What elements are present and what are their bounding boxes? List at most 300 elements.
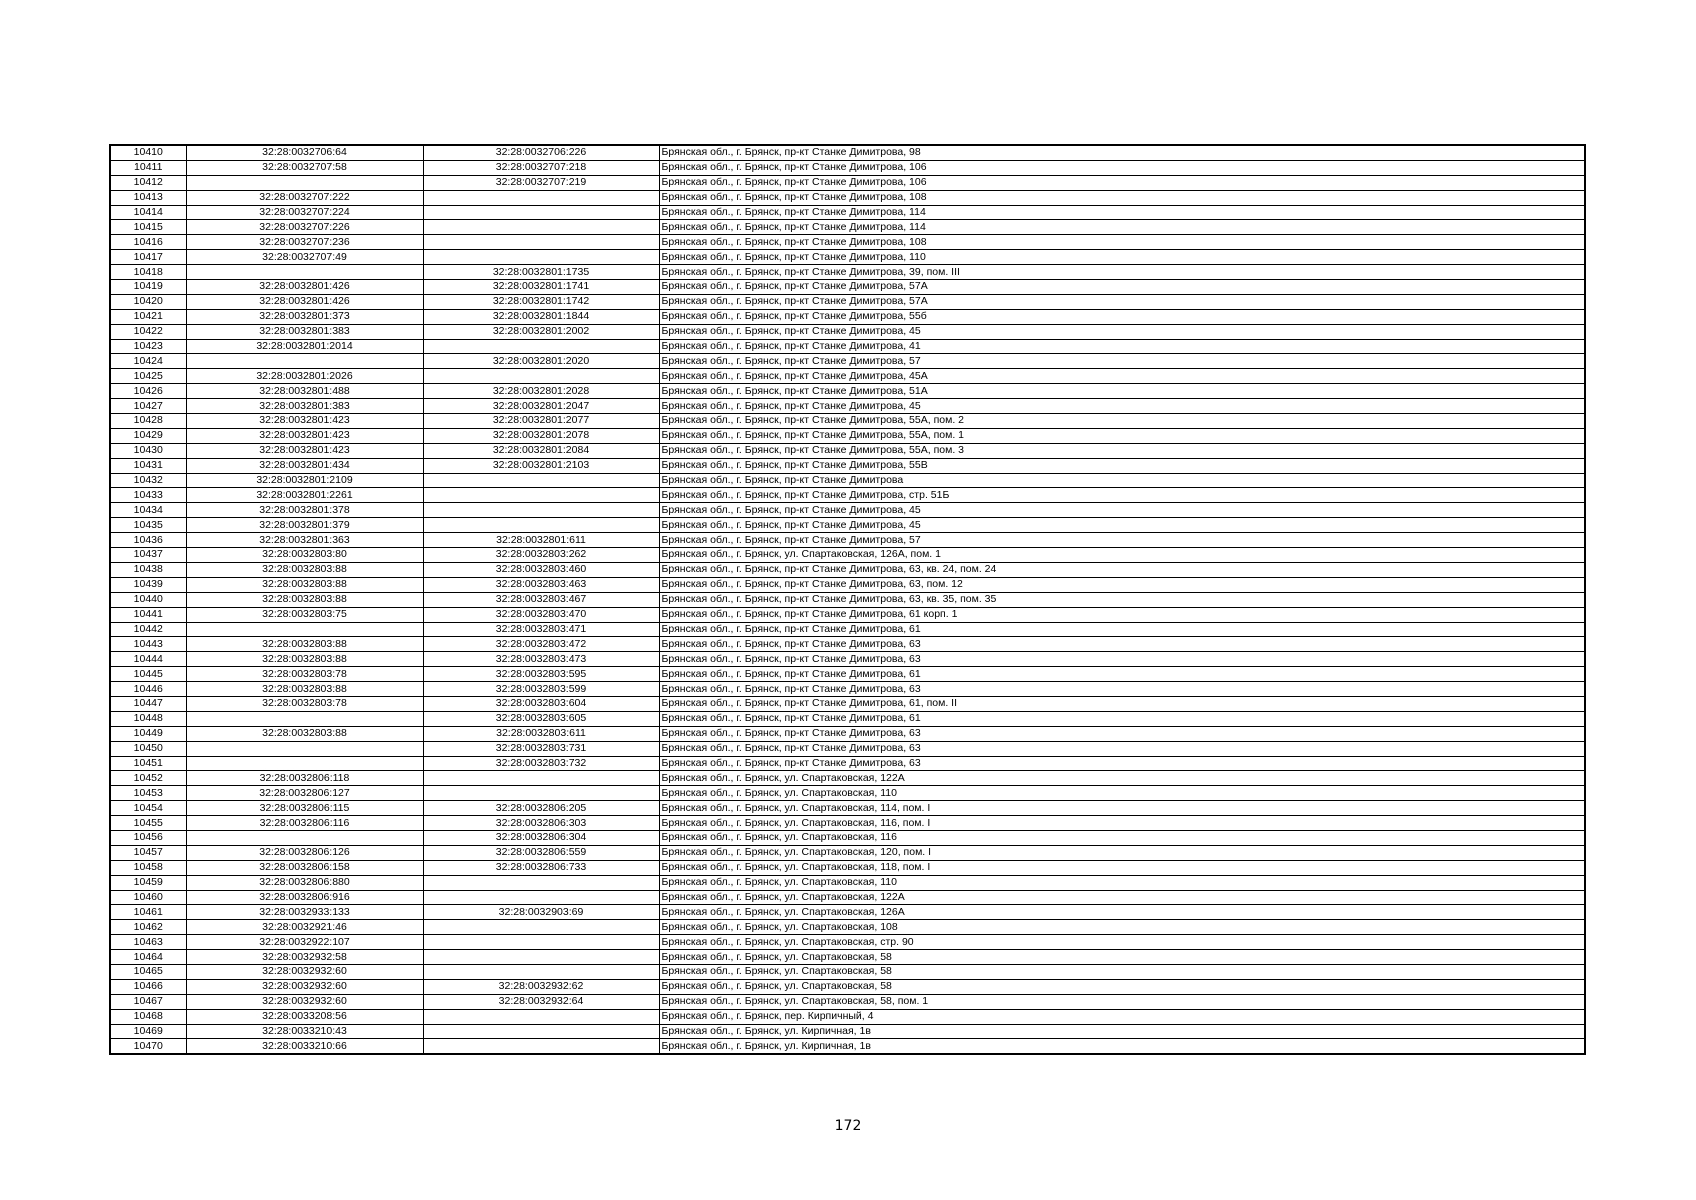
- table-row: [110, 414, 1585, 429]
- row-number-cell: 10455: [110, 816, 186, 831]
- cadastral-parcel-cell: [186, 354, 423, 369]
- cadastral-parcel-cell: 32:28:0033208:56: [186, 1009, 423, 1024]
- address-cell: Брянская обл., г. Брянск, пр-кт Станке Димитрова, 63, пом. 12: [659, 577, 1585, 592]
- cadastral-parcel-cell: 32:28:0032806:118: [186, 771, 423, 786]
- row-number-cell: 10444: [110, 652, 186, 667]
- address-cell: Брянская обл., г. Брянск, ул. Спартаковская, 118, пом. I: [659, 860, 1585, 875]
- address-cell: Брянская обл., г. Брянск, пр-кт Станке Димитрова, 110: [659, 250, 1585, 265]
- row-number-cell: 10439: [110, 577, 186, 592]
- row-number-cell: 10417: [110, 250, 186, 265]
- address-cell: Брянская обл., г. Брянск, пр-кт Станке Димитрова, 57: [659, 354, 1585, 369]
- cadastral-object-cell: [423, 875, 659, 890]
- cadastral-object-cell: [423, 935, 659, 950]
- table-row: [110, 756, 1585, 771]
- table-row: [110, 548, 1585, 563]
- table-row: [110, 160, 1585, 175]
- row-number-cell: 10465: [110, 964, 186, 979]
- address-cell: Брянская обл., г. Брянск, пр-кт Станке Димитрова, 98: [659, 145, 1585, 160]
- page-number: 172: [834, 1118, 862, 1134]
- cadastral-parcel-cell: 32:28:0032707:226: [186, 220, 423, 235]
- address-cell: Брянская обл., г. Брянск, пр-кт Станке Димитрова, 106: [659, 160, 1585, 175]
- row-number-cell: 10441: [110, 607, 186, 622]
- cadastral-parcel-cell: 32:28:0032806:916: [186, 890, 423, 905]
- cadastral-parcel-cell: 32:28:0032801:383: [186, 399, 423, 414]
- address-cell: Брянская обл., г. Брянск, пр-кт Станке Димитрова, 39, пом. III: [659, 265, 1585, 280]
- row-number-cell: 10447: [110, 696, 186, 711]
- row-number-cell: 10454: [110, 801, 186, 816]
- cadastral-parcel-cell: 32:28:0032803:88: [186, 682, 423, 697]
- row-number-cell: 10414: [110, 205, 186, 220]
- cadastral-parcel-cell: 32:28:0032801:2026: [186, 369, 423, 384]
- row-number-cell: 10448: [110, 711, 186, 726]
- cadastral-object-cell: [423, 1039, 659, 1054]
- cadastral-object-cell: 32:28:0032801:2028: [423, 384, 659, 399]
- cadastral-object-cell: 32:28:0032706:226: [423, 145, 659, 160]
- cadastral-parcel-cell: 32:28:0032801:379: [186, 518, 423, 533]
- cadastral-parcel-cell: 32:28:0032801:434: [186, 458, 423, 473]
- cadastral-object-cell: 32:28:0032903:69: [423, 905, 659, 920]
- address-cell: Брянская обл., г. Брянск, пр-кт Станке Димитрова, 63: [659, 756, 1585, 771]
- row-number-cell: 10442: [110, 622, 186, 637]
- cadastral-object-cell: [423, 473, 659, 488]
- row-number-cell: 10445: [110, 667, 186, 682]
- cadastral-parcel-cell: 32:28:0032803:88: [186, 577, 423, 592]
- table-row: [110, 845, 1585, 860]
- cadastral-object-cell: [423, 488, 659, 503]
- table-row: [110, 994, 1585, 1009]
- cadastral-parcel-cell: [186, 175, 423, 190]
- row-number-cell: 10422: [110, 324, 186, 339]
- row-number-cell: 10428: [110, 414, 186, 429]
- address-cell: Брянская обл., г. Брянск, ул. Спартаковская, 126А: [659, 905, 1585, 920]
- cadastral-parcel-cell: 32:28:0032707:49: [186, 250, 423, 265]
- table-row: [110, 637, 1585, 652]
- table-row: [110, 890, 1585, 905]
- cadastral-parcel-cell: 32:28:0032801:2109: [186, 473, 423, 488]
- row-number-cell: 10456: [110, 830, 186, 845]
- row-number-cell: 10426: [110, 384, 186, 399]
- address-cell: Брянская обл., г. Брянск, ул. Спартаковская, 58: [659, 950, 1585, 965]
- cadastral-object-cell: 32:28:0032801:1735: [423, 265, 659, 280]
- table-row: [110, 324, 1585, 339]
- address-cell: Брянская обл., г. Брянск, ул. Спартаковская, стр. 90: [659, 935, 1585, 950]
- row-number-cell: 10468: [110, 1009, 186, 1024]
- table-row: [110, 294, 1585, 309]
- cadastral-object-cell: 32:28:0032803:604: [423, 696, 659, 711]
- address-cell: Брянская обл., г. Брянск, ул. Спартаковская, 116: [659, 830, 1585, 845]
- address-cell: Брянская обл., г. Брянск, пр-кт Станке Димитрова, 55В: [659, 458, 1585, 473]
- table-row: [110, 205, 1585, 220]
- address-cell: Брянская обл., г. Брянск, пр-кт Станке Димитрова, 63: [659, 652, 1585, 667]
- table-row: [110, 741, 1585, 756]
- table-row: [110, 1009, 1585, 1024]
- cadastral-object-cell: 32:28:0032803:262: [423, 548, 659, 563]
- cadastral-object-cell: [423, 1009, 659, 1024]
- row-number-cell: 10449: [110, 726, 186, 741]
- cadastral-object-cell: 32:28:0032801:2047: [423, 399, 659, 414]
- cadastral-parcel-cell: 32:28:0032803:78: [186, 667, 423, 682]
- address-cell: Брянская обл., г. Брянск, пр-кт Станке Димитрова, 45: [659, 503, 1585, 518]
- row-number-cell: 10457: [110, 845, 186, 860]
- cadastral-parcel-cell: 32:28:0032803:75: [186, 607, 423, 622]
- row-number-cell: 10460: [110, 890, 186, 905]
- address-cell: Брянская обл., г. Брянск, ул. Кирпичная, 1в: [659, 1039, 1585, 1054]
- address-cell: Брянская обл., г. Брянск, пр-кт Станке Димитрова, 108: [659, 235, 1585, 250]
- cadastral-object-cell: 32:28:0032803:732: [423, 756, 659, 771]
- table-row: [110, 339, 1585, 354]
- table-row: [110, 622, 1585, 637]
- table-row: [110, 801, 1585, 816]
- row-number-cell: 10464: [110, 950, 186, 965]
- cadastral-parcel-cell: 32:28:0032801:423: [186, 443, 423, 458]
- table-row: [110, 562, 1585, 577]
- table-row: [110, 667, 1585, 682]
- cadastral-parcel-cell: 32:28:0032803:88: [186, 562, 423, 577]
- registry-table: [109, 144, 1586, 1055]
- address-cell: Брянская обл., г. Брянск, пр-кт Станке Димитрова, 55А, пом. 2: [659, 414, 1585, 429]
- row-number-cell: 10423: [110, 339, 186, 354]
- cadastral-object-cell: 32:28:0032932:62: [423, 979, 659, 994]
- address-cell: Брянская обл., г. Брянск, ул. Спартаковская, 108: [659, 920, 1585, 935]
- cadastral-parcel-cell: 32:28:0032801:426: [186, 294, 423, 309]
- cadastral-object-cell: 32:28:0032801:2103: [423, 458, 659, 473]
- address-cell: Брянская обл., г. Брянск, ул. Спартаковская, 126А, пом. 1: [659, 548, 1585, 563]
- address-cell: Брянская обл., г. Брянск, пр-кт Станке Димитрова, 57: [659, 533, 1585, 548]
- cadastral-object-cell: 32:28:0032803:460: [423, 562, 659, 577]
- row-number-cell: 10459: [110, 875, 186, 890]
- cadastral-parcel-cell: [186, 265, 423, 280]
- row-number-cell: 10432: [110, 473, 186, 488]
- row-number-cell: 10412: [110, 175, 186, 190]
- table-row: [110, 145, 1585, 160]
- cadastral-parcel-cell: 32:28:0032932:60: [186, 994, 423, 1009]
- table-row: [110, 280, 1585, 295]
- address-cell: Брянская обл., г. Брянск, пр-кт Станке Димитрова, 63: [659, 741, 1585, 756]
- table-row: [110, 964, 1585, 979]
- cadastral-object-cell: 32:28:0032803:595: [423, 667, 659, 682]
- cadastral-parcel-cell: 32:28:0032806:126: [186, 845, 423, 860]
- cadastral-parcel-cell: 32:28:0032707:236: [186, 235, 423, 250]
- address-cell: Брянская обл., г. Брянск, пр-кт Станке Димитрова, 45А: [659, 369, 1585, 384]
- row-number-cell: 10437: [110, 548, 186, 563]
- cadastral-object-cell: [423, 890, 659, 905]
- address-cell: Брянская обл., г. Брянск, пр-кт Станке Димитрова: [659, 473, 1585, 488]
- address-cell: Брянская обл., г. Брянск, пр-кт Станке Димитрова, 63, кв. 24, пом. 24: [659, 562, 1585, 577]
- row-number-cell: 10410: [110, 145, 186, 160]
- cadastral-object-cell: [423, 250, 659, 265]
- address-cell: Брянская обл., г. Брянск, пр-кт Станке Димитрова, 57А: [659, 280, 1585, 295]
- row-number-cell: 10427: [110, 399, 186, 414]
- cadastral-object-cell: 32:28:0032801:611: [423, 533, 659, 548]
- table-row: [110, 860, 1585, 875]
- cadastral-parcel-cell: [186, 622, 423, 637]
- row-number-cell: 10430: [110, 443, 186, 458]
- row-number-cell: 10470: [110, 1039, 186, 1054]
- row-number-cell: 10411: [110, 160, 186, 175]
- row-number-cell: 10429: [110, 428, 186, 443]
- row-number-cell: 10466: [110, 979, 186, 994]
- row-number-cell: 10421: [110, 309, 186, 324]
- cadastral-parcel-cell: 32:28:0032801:383: [186, 324, 423, 339]
- table-row: [110, 771, 1585, 786]
- cadastral-object-cell: [423, 503, 659, 518]
- cadastral-parcel-cell: 32:28:0032806:116: [186, 816, 423, 831]
- row-number-cell: 10458: [110, 860, 186, 875]
- table-row: [110, 473, 1585, 488]
- cadastral-parcel-cell: 32:28:0032801:373: [186, 309, 423, 324]
- row-number-cell: 10433: [110, 488, 186, 503]
- cadastral-object-cell: 32:28:0032801:1741: [423, 280, 659, 295]
- address-cell: Брянская обл., г. Брянск, пр-кт Станке Димитрова, 61 корп. 1: [659, 607, 1585, 622]
- row-number-cell: 10446: [110, 682, 186, 697]
- table-row: [110, 369, 1585, 384]
- table-row: [110, 458, 1585, 473]
- row-number-cell: 10438: [110, 562, 186, 577]
- cadastral-object-cell: 32:28:0032803:599: [423, 682, 659, 697]
- cadastral-object-cell: 32:28:0032801:2077: [423, 414, 659, 429]
- cadastral-object-cell: [423, 339, 659, 354]
- cadastral-parcel-cell: 32:28:0032706:64: [186, 145, 423, 160]
- address-cell: Брянская обл., г. Брянск, ул. Спартаковская, 116, пом. I: [659, 816, 1585, 831]
- cadastral-object-cell: 32:28:0032801:2020: [423, 354, 659, 369]
- cadastral-parcel-cell: 32:28:0032803:78: [186, 696, 423, 711]
- row-number-cell: 10463: [110, 935, 186, 950]
- table-row: [110, 488, 1585, 503]
- table-row: [110, 830, 1585, 845]
- address-cell: Брянская обл., г. Брянск, пр-кт Станке Димитрова, 45: [659, 518, 1585, 533]
- address-cell: Брянская обл., г. Брянск, ул. Спартаковская, 110: [659, 786, 1585, 801]
- cadastral-object-cell: 32:28:0032801:1844: [423, 309, 659, 324]
- cadastral-parcel-cell: [186, 756, 423, 771]
- table-row: [110, 935, 1585, 950]
- address-cell: Брянская обл., г. Брянск, пр-кт Станке Димитрова, 51А: [659, 384, 1585, 399]
- row-number-cell: 10453: [110, 786, 186, 801]
- row-number-cell: 10452: [110, 771, 186, 786]
- address-cell: Брянская обл., г. Брянск, пр-кт Станке Димитрова, 61, пом. II: [659, 696, 1585, 711]
- cadastral-object-cell: 32:28:0032707:218: [423, 160, 659, 175]
- cadastral-parcel-cell: 32:28:0032707:58: [186, 160, 423, 175]
- row-number-cell: 10416: [110, 235, 186, 250]
- table-row: [110, 726, 1585, 741]
- table-row: [110, 577, 1585, 592]
- cadastral-object-cell: 32:28:0032803:473: [423, 652, 659, 667]
- row-number-cell: 10469: [110, 1024, 186, 1039]
- address-cell: Брянская обл., г. Брянск, пр-кт Станке Димитрова, 63: [659, 726, 1585, 741]
- cadastral-object-cell: 32:28:0032803:731: [423, 741, 659, 756]
- table-row: [110, 905, 1585, 920]
- cadastral-object-cell: 32:28:0032806:733: [423, 860, 659, 875]
- address-cell: Брянская обл., г. Брянск, ул. Спартаковская, 122А: [659, 771, 1585, 786]
- table-row: [110, 503, 1585, 518]
- registry-table-body: [110, 145, 1585, 1054]
- address-cell: Брянская обл., г. Брянск, пр-кт Станке Димитрова, стр. 51Б: [659, 488, 1585, 503]
- address-cell: Брянская обл., г. Брянск, пр-кт Станке Димитрова, 55А, пом. 1: [659, 428, 1585, 443]
- row-number-cell: 10451: [110, 756, 186, 771]
- address-cell: Брянская обл., г. Брянск, ул. Спартаковская, 114, пом. I: [659, 801, 1585, 816]
- address-cell: Брянская обл., г. Брянск, ул. Спартаковская, 58, пом. 1: [659, 994, 1585, 1009]
- cadastral-object-cell: [423, 920, 659, 935]
- table-row: [110, 711, 1585, 726]
- row-number-cell: 10443: [110, 637, 186, 652]
- table-row: [110, 175, 1585, 190]
- row-number-cell: 10461: [110, 905, 186, 920]
- table-row: [110, 443, 1585, 458]
- row-number-cell: 10415: [110, 220, 186, 235]
- cadastral-object-cell: [423, 235, 659, 250]
- row-number-cell: 10418: [110, 265, 186, 280]
- cadastral-object-cell: [423, 786, 659, 801]
- row-number-cell: 10462: [110, 920, 186, 935]
- cadastral-parcel-cell: 32:28:0032803:80: [186, 548, 423, 563]
- table-row: [110, 235, 1585, 250]
- table-row: [110, 696, 1585, 711]
- address-cell: Брянская обл., г. Брянск, пр-кт Станке Димитрова, 63: [659, 682, 1585, 697]
- cadastral-parcel-cell: 32:28:0032801:423: [186, 428, 423, 443]
- cadastral-object-cell: [423, 950, 659, 965]
- table-row: [110, 816, 1585, 831]
- table-row: [110, 979, 1585, 994]
- table-row: [110, 652, 1585, 667]
- cadastral-object-cell: 32:28:0032803:472: [423, 637, 659, 652]
- table-row: [110, 920, 1585, 935]
- row-number-cell: 10467: [110, 994, 186, 1009]
- address-cell: Брянская обл., г. Брянск, пр-кт Станке Димитрова, 41: [659, 339, 1585, 354]
- cadastral-parcel-cell: 32:28:0032801:426: [186, 280, 423, 295]
- table-row: [110, 265, 1585, 280]
- cadastral-parcel-cell: 32:28:0032801:423: [186, 414, 423, 429]
- row-number-cell: 10435: [110, 518, 186, 533]
- row-number-cell: 10450: [110, 741, 186, 756]
- table-row: [110, 1024, 1585, 1039]
- table-row: [110, 399, 1585, 414]
- cadastral-parcel-cell: [186, 711, 423, 726]
- table-row: [110, 682, 1585, 697]
- address-cell: Брянская обл., г. Брянск, ул. Спартаковская, 120, пом. I: [659, 845, 1585, 860]
- cadastral-parcel-cell: 32:28:0032806:127: [186, 786, 423, 801]
- cadastral-parcel-cell: 32:28:0032922:107: [186, 935, 423, 950]
- address-cell: Брянская обл., г. Брянск, пр-кт Станке Димитрова, 45: [659, 399, 1585, 414]
- cadastral-object-cell: 32:28:0032803:463: [423, 577, 659, 592]
- cadastral-object-cell: [423, 1024, 659, 1039]
- cadastral-parcel-cell: [186, 741, 423, 756]
- cadastral-object-cell: 32:28:0032806:205: [423, 801, 659, 816]
- row-number-cell: 10420: [110, 294, 186, 309]
- cadastral-parcel-cell: [186, 830, 423, 845]
- table-row: [110, 592, 1585, 607]
- cadastral-parcel-cell: 32:28:0033210:43: [186, 1024, 423, 1039]
- cadastral-object-cell: [423, 220, 659, 235]
- cadastral-object-cell: 32:28:0032932:64: [423, 994, 659, 1009]
- table-row: [110, 384, 1585, 399]
- table-row: [110, 220, 1585, 235]
- address-cell: Брянская обл., г. Брянск, ул. Спартаковская, 122А: [659, 890, 1585, 905]
- cadastral-parcel-cell: 32:28:0032806:158: [186, 860, 423, 875]
- row-number-cell: 10436: [110, 533, 186, 548]
- address-cell: Брянская обл., г. Брянск, пр-кт Станке Димитрова, 63: [659, 637, 1585, 652]
- table-row: [110, 309, 1585, 324]
- cadastral-object-cell: [423, 964, 659, 979]
- address-cell: Брянская обл., г. Брянск, пр-кт Станке Димитрова, 61: [659, 711, 1585, 726]
- cadastral-object-cell: [423, 771, 659, 786]
- address-cell: Брянская обл., г. Брянск, пр-кт Станке Димитрова, 45: [659, 324, 1585, 339]
- cadastral-parcel-cell: 32:28:0032801:488: [186, 384, 423, 399]
- cadastral-parcel-cell: 32:28:0032921:46: [186, 920, 423, 935]
- cadastral-parcel-cell: 32:28:0032801:2014: [186, 339, 423, 354]
- address-cell: Брянская обл., г. Брянск, пр-кт Станке Димитрова, 61: [659, 667, 1585, 682]
- cadastral-object-cell: 32:28:0032801:2002: [423, 324, 659, 339]
- address-cell: Брянская обл., г. Брянск, пр-кт Станке Димитрова, 55А, пом. 3: [659, 443, 1585, 458]
- address-cell: Брянская обл., г. Брянск, ул. Кирпичная, 1в: [659, 1024, 1585, 1039]
- table-row: [110, 786, 1585, 801]
- cadastral-parcel-cell: 32:28:0032933:133: [186, 905, 423, 920]
- table-row: [110, 354, 1585, 369]
- cadastral-object-cell: [423, 190, 659, 205]
- address-cell: Брянская обл., г. Брянск, пер. Кирпичный, 4: [659, 1009, 1585, 1024]
- cadastral-object-cell: 32:28:0032707:219: [423, 175, 659, 190]
- cadastral-object-cell: [423, 205, 659, 220]
- address-cell: Брянская обл., г. Брянск, ул. Спартаковская, 58: [659, 979, 1585, 994]
- address-cell: Брянская обл., г. Брянск, ул. Спартаковская, 110: [659, 875, 1585, 890]
- cadastral-object-cell: 32:28:0032801:1742: [423, 294, 659, 309]
- address-cell: Брянская обл., г. Брянск, пр-кт Станке Димитрова, 106: [659, 175, 1585, 190]
- cadastral-parcel-cell: 32:28:0032932:58: [186, 950, 423, 965]
- cadastral-object-cell: [423, 369, 659, 384]
- table-row: [110, 875, 1585, 890]
- cadastral-parcel-cell: 32:28:0032932:60: [186, 964, 423, 979]
- cadastral-object-cell: 32:28:0032803:470: [423, 607, 659, 622]
- table-row: [110, 950, 1585, 965]
- address-cell: Брянская обл., г. Брянск, пр-кт Станке Димитрова, 63, кв. 35, пом. 35: [659, 592, 1585, 607]
- cadastral-parcel-cell: 32:28:0032707:222: [186, 190, 423, 205]
- cadastral-parcel-cell: 32:28:0032806:115: [186, 801, 423, 816]
- cadastral-parcel-cell: 32:28:0033210:66: [186, 1039, 423, 1054]
- row-number-cell: 10434: [110, 503, 186, 518]
- address-cell: Брянская обл., г. Брянск, пр-кт Станке Димитрова, 57А: [659, 294, 1585, 309]
- cadastral-parcel-cell: 32:28:0032806:880: [186, 875, 423, 890]
- cadastral-parcel-cell: 32:28:0032801:2261: [186, 488, 423, 503]
- address-cell: Брянская обл., г. Брянск, пр-кт Станке Димитрова, 55б: [659, 309, 1585, 324]
- table-row: [110, 190, 1585, 205]
- cadastral-object-cell: 32:28:0032803:471: [423, 622, 659, 637]
- table-row: [110, 518, 1585, 533]
- cadastral-parcel-cell: 32:28:0032801:363: [186, 533, 423, 548]
- table-row: [110, 533, 1585, 548]
- cadastral-object-cell: 32:28:0032806:304: [423, 830, 659, 845]
- address-cell: Брянская обл., г. Брянск, пр-кт Станке Димитрова, 108: [659, 190, 1585, 205]
- address-cell: Брянская обл., г. Брянск, пр-кт Станке Димитрова, 114: [659, 205, 1585, 220]
- cadastral-parcel-cell: 32:28:0032803:88: [186, 726, 423, 741]
- row-number-cell: 10431: [110, 458, 186, 473]
- cadastral-object-cell: 32:28:0032803:605: [423, 711, 659, 726]
- table-row: [110, 428, 1585, 443]
- address-cell: Брянская обл., г. Брянск, пр-кт Станке Димитрова, 61: [659, 622, 1585, 637]
- cadastral-object-cell: 32:28:0032806:303: [423, 816, 659, 831]
- cadastral-parcel-cell: 32:28:0032803:88: [186, 652, 423, 667]
- table-row: [110, 1039, 1585, 1054]
- row-number-cell: 10413: [110, 190, 186, 205]
- row-number-cell: 10425: [110, 369, 186, 384]
- cadastral-parcel-cell: 32:28:0032803:88: [186, 637, 423, 652]
- cadastral-object-cell: 32:28:0032803:467: [423, 592, 659, 607]
- cadastral-object-cell: 32:28:0032803:611: [423, 726, 659, 741]
- address-cell: Брянская обл., г. Брянск, ул. Спартаковская, 58: [659, 964, 1585, 979]
- cadastral-object-cell: 32:28:0032806:559: [423, 845, 659, 860]
- cadastral-parcel-cell: 32:28:0032803:88: [186, 592, 423, 607]
- cadastral-parcel-cell: 32:28:0032932:60: [186, 979, 423, 994]
- cadastral-object-cell: 32:28:0032801:2084: [423, 443, 659, 458]
- cadastral-parcel-cell: 32:28:0032801:378: [186, 503, 423, 518]
- row-number-cell: 10419: [110, 280, 186, 295]
